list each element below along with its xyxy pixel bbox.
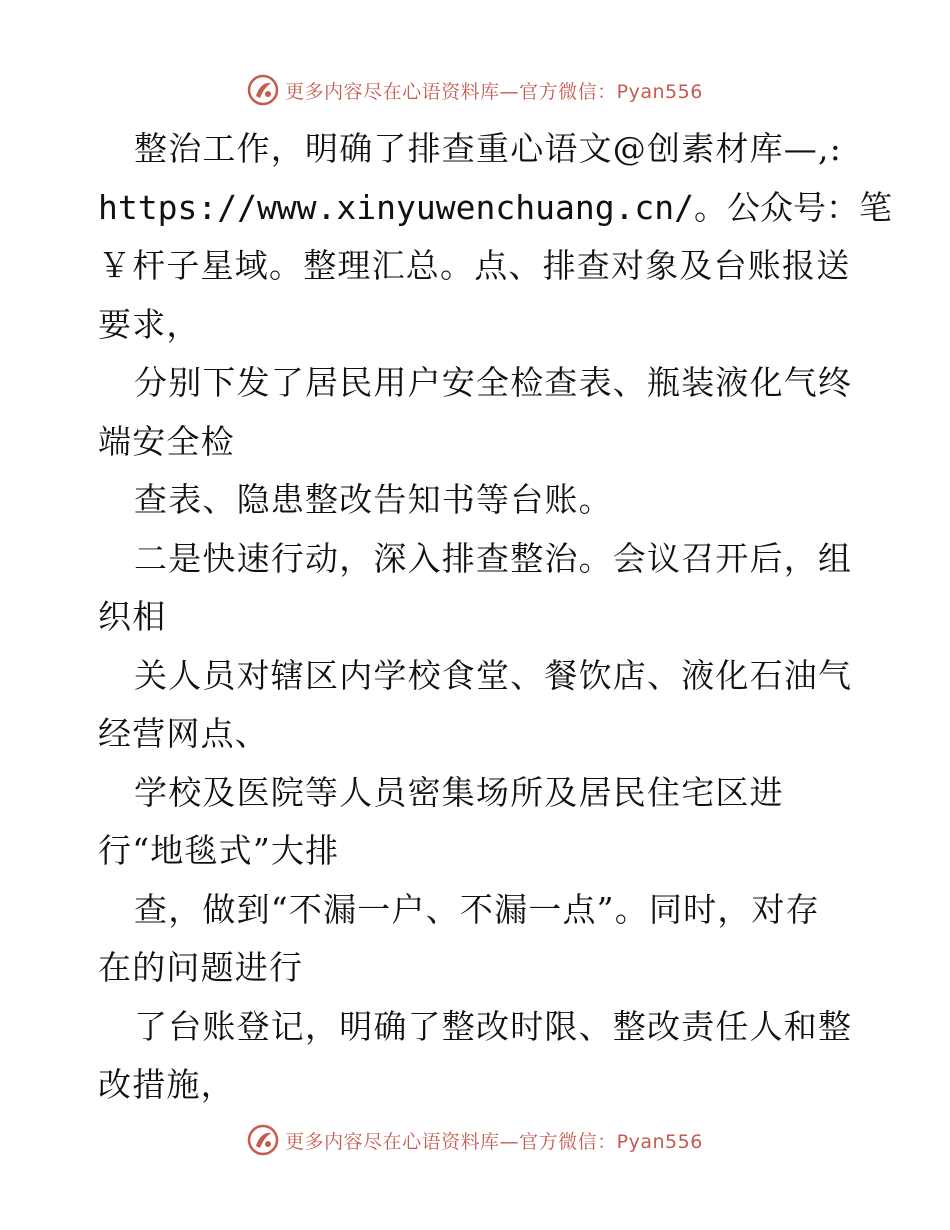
brush-seal-logo-icon	[247, 74, 279, 106]
footer-watermark-banner	[0, 1120, 950, 1160]
text-line: 改措施，	[98, 1065, 235, 1104]
text-line: 二是快速行动，深入排查整治。会议召开后，组	[134, 538, 853, 578]
brush-seal-logo-icon	[247, 1124, 279, 1156]
text-line: 整治工作，明确了排查重心语文@创素材库—,:	[134, 129, 843, 168]
header-banner-text: 更多内容尽在心语资料库—官方微信：Pyan556	[285, 80, 703, 103]
text-line: 要求，	[98, 304, 201, 344]
text-line: 端安全检	[98, 421, 235, 461]
text-line: 查，做到“不漏一户、不漏一点”。同时，对存	[134, 889, 820, 929]
header-watermark-banner	[0, 70, 950, 110]
text-line: 关人员对辖区内学校食堂、餐饮店、液化石油气	[134, 655, 853, 695]
text-line: ￥杆子星域。整理汇总。点、排查对象及台账报送	[98, 246, 851, 285]
document-body	[98, 120, 893, 1115]
text-line: 分别下发了居民用户安全检查表、瓶装液化气终	[134, 363, 853, 402]
text-line: 经营网点、	[98, 714, 269, 753]
text-line: 在的问题进行	[98, 948, 304, 987]
text-line: 查表、隐患整改告知书等台账。	[134, 480, 613, 519]
text-line: https://www.xinyuwenchuang.cn/。公众号：笔	[98, 187, 893, 227]
text-line: 织相	[98, 597, 167, 636]
text-line: 了台账登记，明确了整改时限、整改责任人和整	[134, 1006, 853, 1046]
footer-banner-text: 更多内容尽在心语资料库—官方微信：Pyan556	[285, 1130, 703, 1153]
text-line: 学校及医院等人员密集场所及居民住宅区进	[134, 772, 784, 812]
text-line: 行“地毯式”大排	[98, 831, 340, 870]
